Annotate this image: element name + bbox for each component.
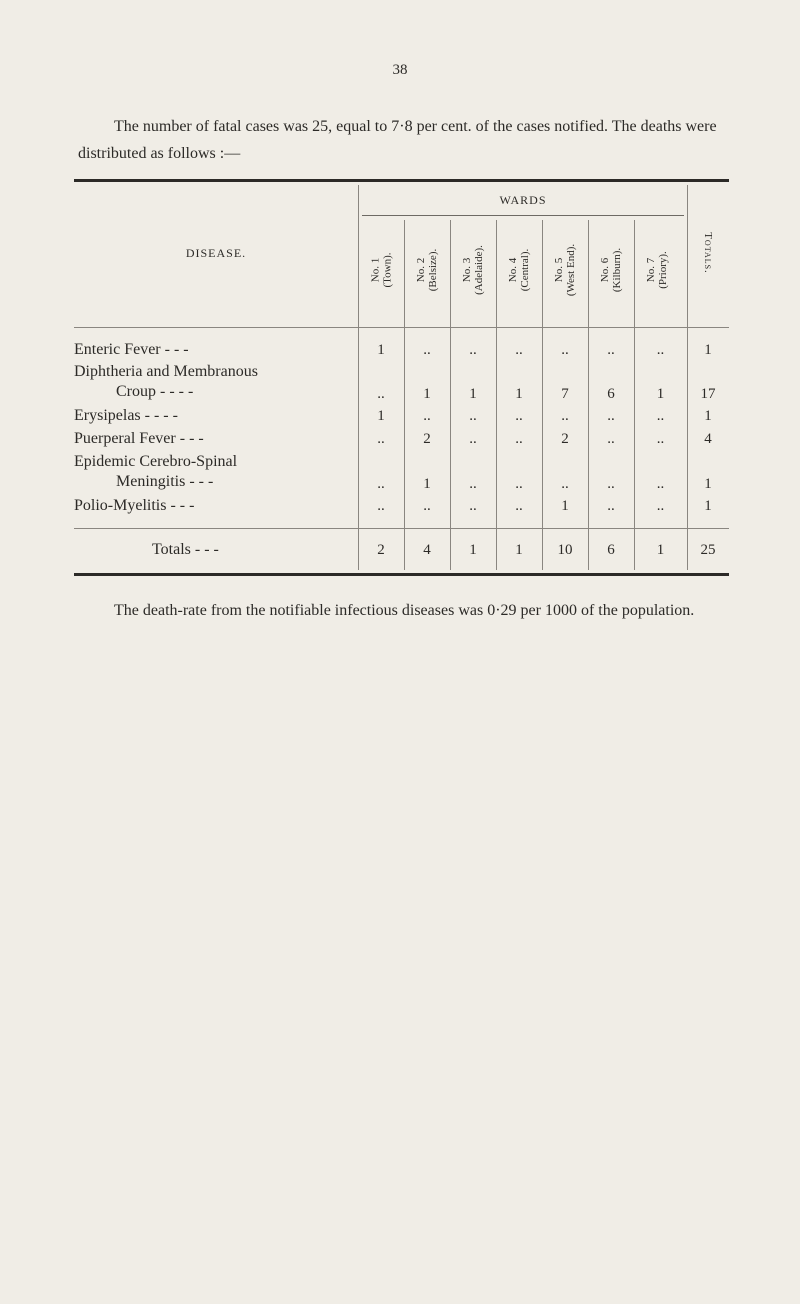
table-cell: .. <box>377 476 385 492</box>
ward-number: No. 4 <box>506 257 519 283</box>
table-cell: .. <box>607 476 615 492</box>
table-cell: 2 <box>423 431 431 447</box>
table-cell: 1 <box>377 408 385 424</box>
ward-column-header <box>496 220 542 320</box>
row-label <box>74 362 344 402</box>
table-cell: .. <box>423 408 431 424</box>
totals-cell: 1 <box>656 542 665 558</box>
totals-cell: 1 <box>469 542 477 558</box>
row-label-line: Erysipelas - - - - <box>74 407 178 424</box>
table-cell: 6 <box>607 386 615 402</box>
ward-column-header <box>588 220 634 320</box>
table-cell: .. <box>469 342 477 358</box>
row-label-line: Puerperal Fever - - - <box>74 430 204 447</box>
table-cell: .. <box>515 408 523 424</box>
ward-column-header <box>404 220 450 320</box>
table-cell: 1 <box>423 386 431 402</box>
totals-row-label: Totals - - - <box>152 541 219 558</box>
grand-total-cell: 25 <box>700 542 716 558</box>
table-cell: 7 <box>561 386 569 402</box>
table-cell: 1 <box>561 498 569 514</box>
ward-name: (Town). <box>380 252 393 288</box>
ward-number: No. 1 <box>368 257 381 283</box>
table-cell: 1 <box>423 476 431 492</box>
row-total-cell: 1 <box>704 476 712 492</box>
table-cell: .. <box>469 431 477 447</box>
totals-cell: 2 <box>377 542 385 558</box>
row-total-cell: 4 <box>704 431 712 447</box>
table-cell: .. <box>377 431 385 447</box>
ward-number: No. 2 <box>414 257 427 283</box>
totals-cell: 10 <box>557 542 573 558</box>
header-bottom-rule <box>74 327 729 328</box>
table-cell: .. <box>515 476 523 492</box>
page-number: 38 <box>392 62 408 78</box>
ward-column-header <box>358 220 404 320</box>
table-cell: 1 <box>377 342 385 358</box>
table-cell: .. <box>561 476 569 492</box>
ward-column-header-label <box>369 253 393 288</box>
row-label-line: Diphtheria and Membranous <box>74 363 258 380</box>
table-cell: .. <box>561 342 569 358</box>
table-cell: .. <box>656 408 665 424</box>
wards-header: WARDS <box>499 193 547 207</box>
row-total-cell: 17 <box>700 386 716 402</box>
row-label-line: Meningitis - - - <box>116 473 214 490</box>
totals-cell: 4 <box>423 542 431 558</box>
row-label-line: Epidemic Cerebro-Spinal <box>74 453 238 470</box>
row-label <box>74 496 344 516</box>
table-cell: .. <box>423 498 431 514</box>
table-cell: 1 <box>656 386 665 402</box>
ward-column-header-label <box>415 249 439 291</box>
table-cell: .. <box>607 408 615 424</box>
table-cell: 1 <box>469 386 477 402</box>
ward-name: (Adelaide). <box>473 245 485 295</box>
closing-paragraph: The death-rate from the notifiable infectious diseases was 0·29 per 1000 of the population. <box>114 602 695 619</box>
table-cell: .. <box>469 498 477 514</box>
row-total-cell: 1 <box>704 408 712 424</box>
ward-column-header-label <box>645 251 669 289</box>
ward-number: No. 3 <box>461 257 473 283</box>
ward-name: (Kilburn). <box>610 247 623 293</box>
table-cell: .. <box>656 342 665 358</box>
table-cell: 1 <box>515 386 523 402</box>
ward-number: No. 6 <box>598 257 611 283</box>
ward-column-header <box>450 220 496 320</box>
ward-column-header-label <box>507 249 531 291</box>
table-cell: .. <box>423 342 431 358</box>
ward-column-header-label <box>599 248 623 292</box>
ward-name: (Priory). <box>656 251 669 289</box>
totals-cell: 1 <box>515 542 523 558</box>
table-cell: .. <box>469 476 477 492</box>
table-cell: .. <box>377 498 385 514</box>
totals-cell: 6 <box>607 542 615 558</box>
table-cell: .. <box>607 431 615 447</box>
table-cell: .. <box>515 431 523 447</box>
table-cell: .. <box>515 498 523 514</box>
ward-column-header <box>542 220 588 320</box>
table-cell: .. <box>377 386 385 402</box>
table-cell: .. <box>469 408 477 424</box>
row-label <box>74 452 344 492</box>
ward-column-header-label <box>461 245 485 295</box>
table-cell: .. <box>656 476 665 492</box>
ward-column-header-label <box>553 244 577 296</box>
ward-number: No. 7 <box>644 257 657 283</box>
disease-header: DISEASE. <box>185 246 247 260</box>
ward-name: (Central). <box>518 248 531 292</box>
ward-column-header <box>634 220 680 320</box>
intro-paragraph: The number of fatal cases was 25, equal to 7·8 per cent. of the cases notified. The deaths were distributed as follows :— <box>78 118 717 162</box>
table-bottom-rule <box>74 573 729 576</box>
table-top-rule <box>74 179 729 182</box>
table-cell: .. <box>515 342 523 358</box>
totals-header <box>687 232 729 274</box>
row-label <box>74 406 344 426</box>
table-cell: .. <box>561 408 569 424</box>
ward-number: No. 5 <box>553 257 565 283</box>
wards-underline <box>362 215 684 216</box>
table-cell: .. <box>656 431 665 447</box>
row-total-cell: 1 <box>704 342 712 358</box>
ward-name: (West End). <box>565 243 577 297</box>
row-label-line: Polio-Myelitis - - - <box>74 497 195 514</box>
table-cell: .. <box>607 498 615 514</box>
table-cell: .. <box>656 498 665 514</box>
ward-name: (Belsize). <box>426 248 439 292</box>
row-total-cell: 1 <box>704 498 712 514</box>
row-label-line: Enteric Fever - - - <box>74 341 189 358</box>
totals-header-label: Totals. <box>701 232 714 274</box>
row-label-line: Croup - - - - <box>116 383 194 400</box>
row-label <box>74 429 344 449</box>
totals-top-rule <box>74 528 729 529</box>
table-cell: .. <box>607 342 615 358</box>
table-cell: 2 <box>561 431 569 447</box>
row-label <box>74 340 344 360</box>
